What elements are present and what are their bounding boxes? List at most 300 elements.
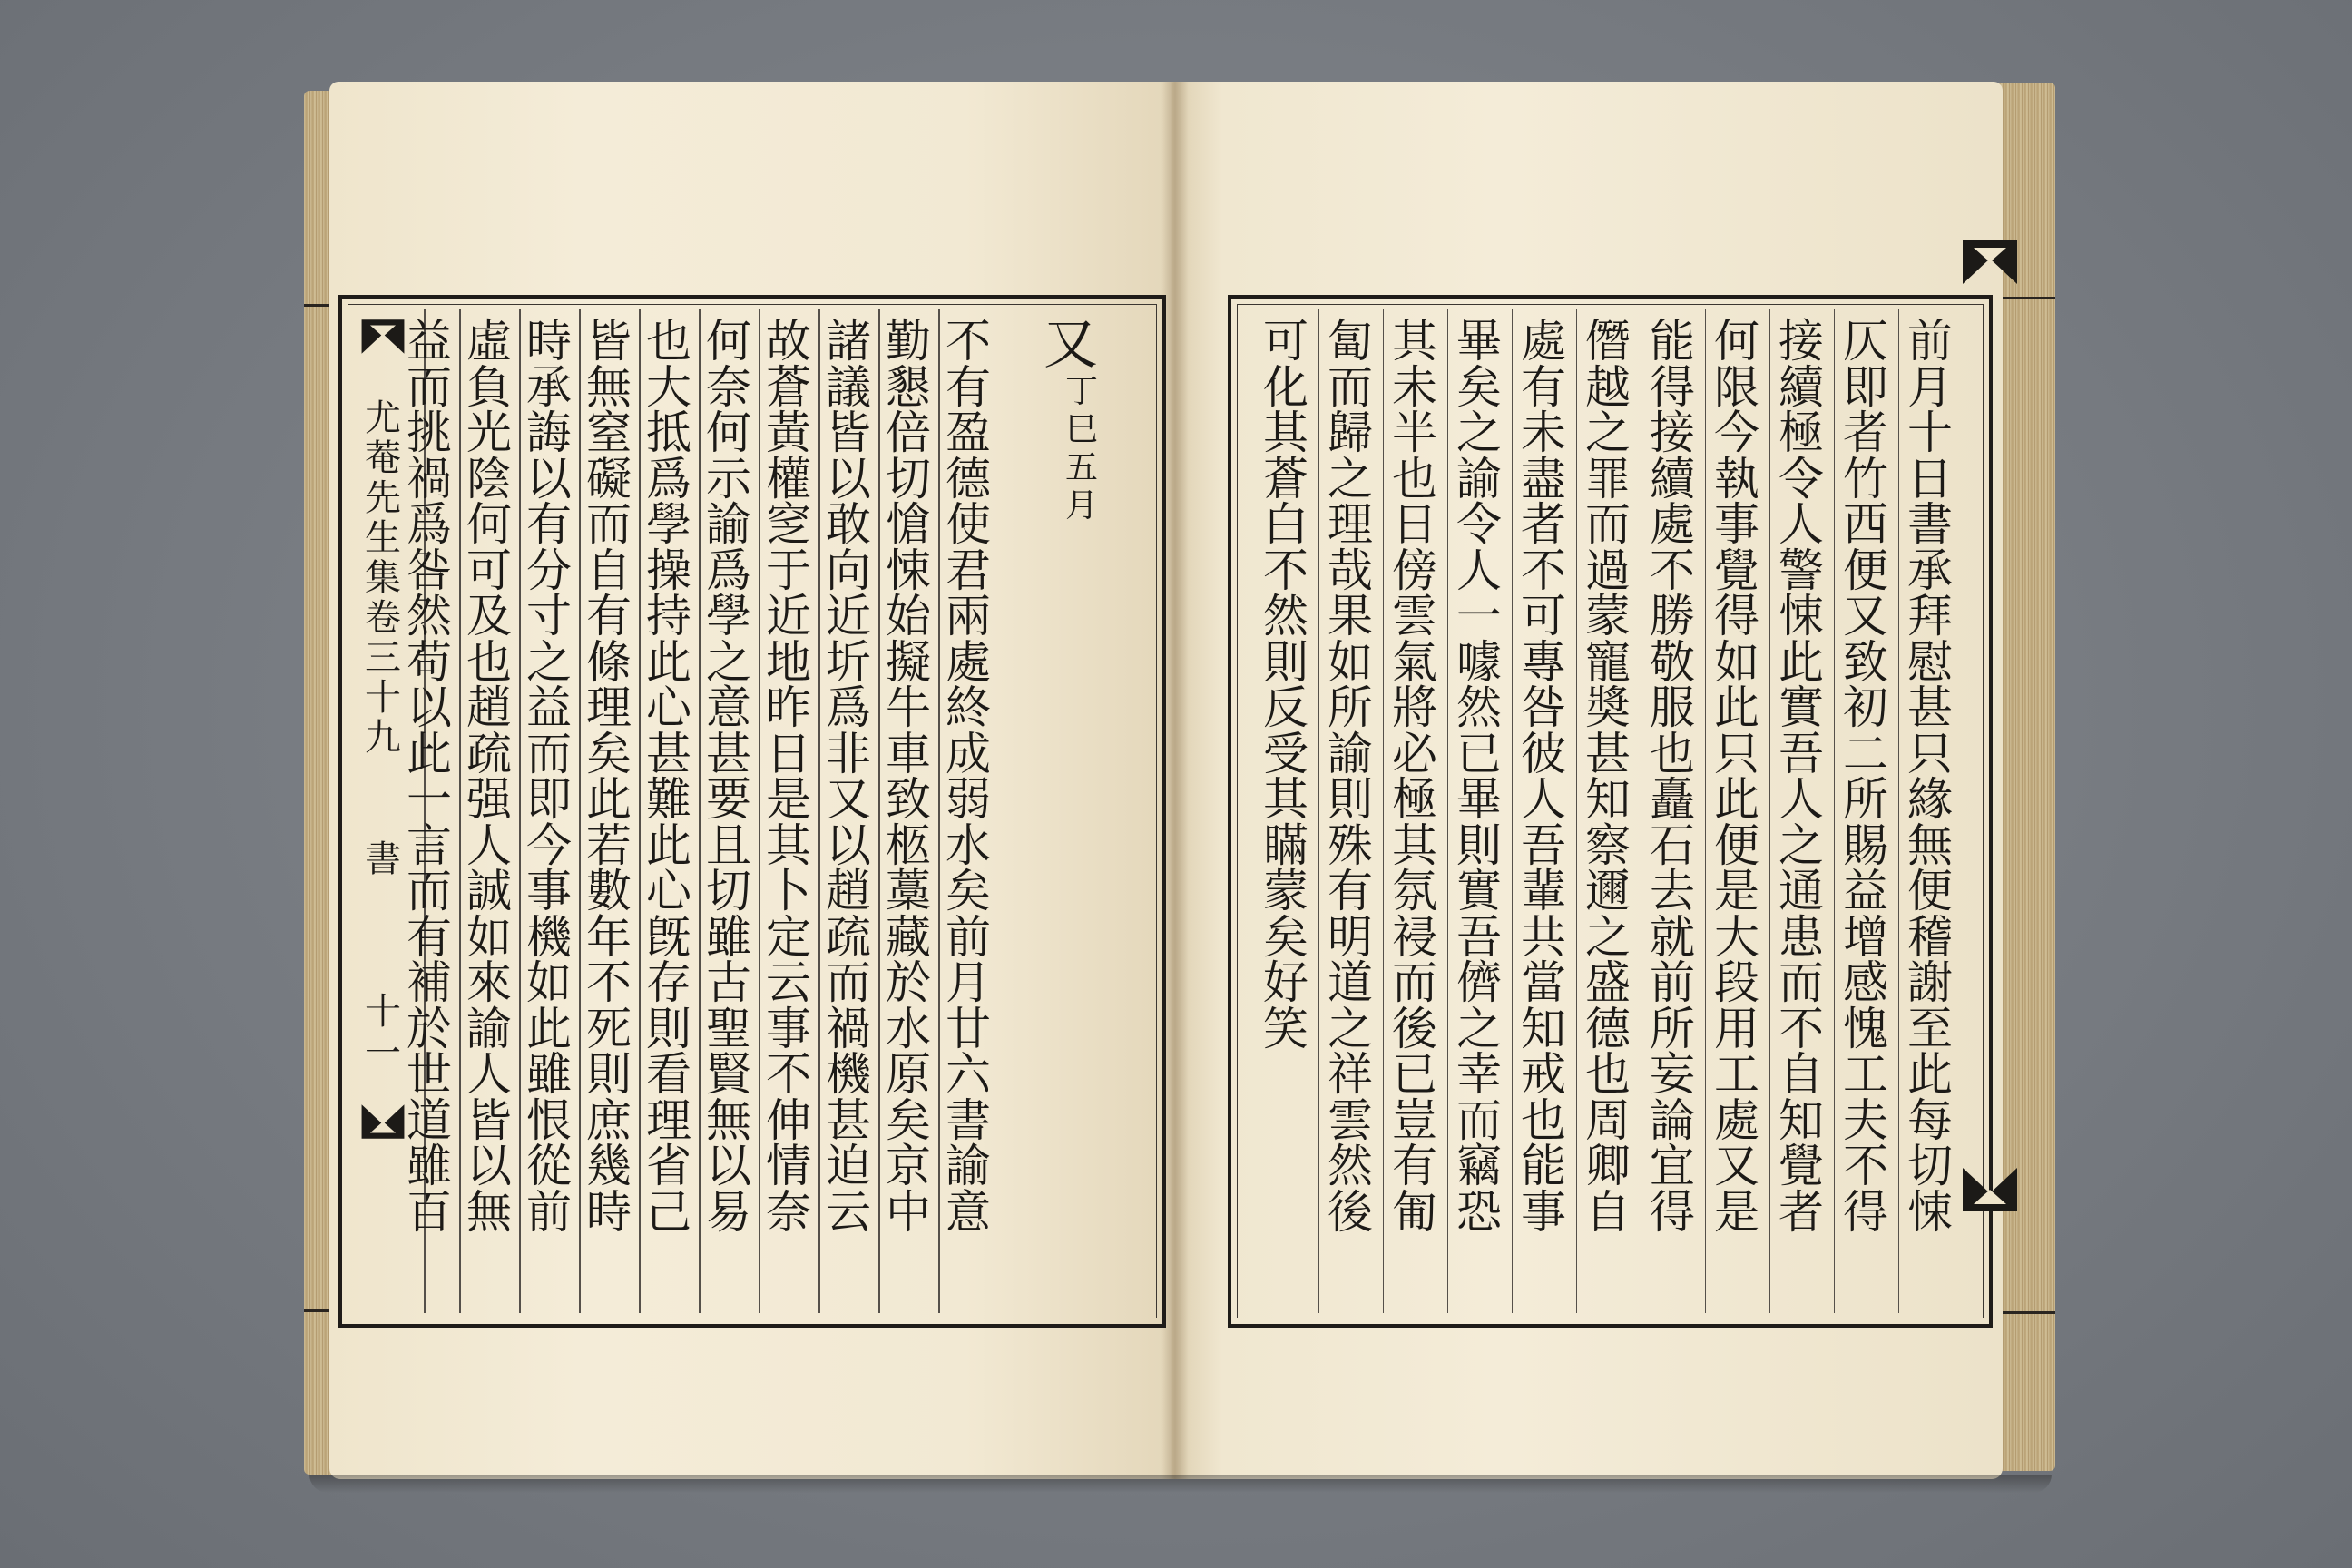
- glyph: 續: [1650, 452, 1695, 505]
- glyph: 化: [1263, 360, 1308, 414]
- glyph: 僭: [1585, 315, 1631, 368]
- glyph: 宜: [1650, 1140, 1695, 1192]
- glyph: 不: [586, 956, 632, 1009]
- glyph: 彼: [1521, 727, 1566, 780]
- glyph: 越: [1585, 360, 1631, 414]
- glyph: 窆: [766, 498, 811, 551]
- glyph: 幸: [1456, 1048, 1502, 1101]
- glyph: 德: [946, 452, 991, 505]
- glyph: 得: [1650, 360, 1695, 414]
- glyph: 虛: [466, 315, 512, 368]
- glyph: 過: [1585, 544, 1631, 597]
- glyph: 車: [886, 727, 931, 780]
- fish-tail-mark-icon: [1961, 1166, 2019, 1213]
- glyph: 益: [526, 681, 572, 734]
- glyph: 之: [1456, 1002, 1502, 1055]
- glyph: 之: [526, 635, 572, 689]
- glyph: 則: [1328, 773, 1373, 826]
- glyph: 吾: [1521, 818, 1566, 872]
- glyph: 道: [407, 1093, 452, 1147]
- glyph: 初: [1843, 681, 1888, 734]
- glyph: 死: [586, 1002, 632, 1055]
- glyph: 禍: [826, 1002, 871, 1055]
- glyph: 能: [1521, 1140, 1566, 1192]
- glyph: 當: [1521, 956, 1566, 1009]
- column-rule: [1447, 309, 1449, 1313]
- glyph: 賜: [1843, 818, 1888, 872]
- glyph: 便: [1907, 865, 1953, 917]
- glyph: 其: [1392, 818, 1437, 872]
- glyph: 笑: [1263, 1002, 1308, 1055]
- glyph: 於: [407, 1002, 452, 1055]
- glyph: 云: [826, 1185, 871, 1239]
- glyph: 趙: [826, 865, 871, 917]
- glyph: 理: [1328, 498, 1373, 551]
- glyph: 條: [586, 635, 632, 689]
- glyph: 地: [766, 635, 811, 689]
- right_page-column: [1898, 315, 1962, 1239]
- glyph: 苟: [407, 635, 452, 689]
- glyph: 能: [1650, 315, 1695, 368]
- glyph: 藏: [886, 910, 931, 964]
- right_page-column: [1254, 315, 1318, 1055]
- glyph: 人: [1779, 498, 1824, 551]
- glyph: 極: [1779, 407, 1824, 459]
- glyph: 是: [1714, 865, 1759, 917]
- glyph: 切: [706, 865, 751, 917]
- glyph: 致: [1843, 635, 1888, 689]
- glyph: 昨: [766, 681, 811, 734]
- glyph: 續: [1779, 360, 1824, 414]
- glyph: 祲: [1392, 910, 1437, 964]
- glyph: 慰: [1907, 635, 1953, 689]
- glyph: 雲: [1328, 1093, 1373, 1147]
- column-rule: [1898, 309, 1900, 1313]
- right_page-column: [1318, 315, 1382, 1239]
- glyph: 察: [1585, 818, 1631, 872]
- glyph: 者: [1521, 498, 1566, 551]
- glyph: 窒: [586, 407, 632, 459]
- glyph: 矣: [946, 865, 991, 917]
- glyph: 仄: [1843, 315, 1888, 368]
- glyph: 然: [1263, 590, 1308, 642]
- glyph: 服: [1650, 681, 1695, 734]
- glyph: 西: [1843, 498, 1888, 551]
- glyph: 十: [1907, 407, 1953, 459]
- glyph: 不: [1521, 544, 1566, 597]
- glyph: 蒙: [1263, 865, 1308, 917]
- glyph: 云: [766, 956, 811, 1009]
- left_page-column: [817, 315, 880, 1239]
- glyph: 雖: [526, 1048, 572, 1101]
- glyph: 氣: [1392, 635, 1437, 689]
- glyph: 且: [706, 818, 751, 872]
- glyph: 愴: [886, 498, 931, 551]
- glyph: 以: [526, 452, 572, 505]
- glyph: 學: [646, 498, 691, 551]
- glyph: 甚: [826, 1093, 871, 1147]
- glyph: 前: [526, 1185, 572, 1239]
- glyph: 稽: [1907, 910, 1953, 964]
- glyph: 中: [886, 1185, 931, 1239]
- glyph: 只: [1907, 727, 1953, 780]
- glyph: 處: [946, 635, 991, 689]
- glyph: 通: [1779, 865, 1824, 917]
- glyph: 戒: [1521, 1048, 1566, 1101]
- column-rule: [459, 309, 461, 1313]
- glyph: 年: [586, 910, 632, 964]
- glyph: 祥: [1328, 1048, 1373, 1101]
- glyph: 而: [407, 865, 452, 917]
- glyph: 可: [1263, 315, 1308, 368]
- glyph: 承: [1907, 544, 1953, 597]
- glyph: 果: [1328, 590, 1373, 642]
- column-rule: [1641, 309, 1642, 1313]
- glyph: 疏: [826, 910, 871, 964]
- glyph: 幾: [586, 1140, 632, 1192]
- glyph: 爲: [646, 452, 691, 505]
- right_page-column: [1447, 315, 1511, 1239]
- glyph: 庶: [586, 1093, 632, 1147]
- glyph: 悚: [886, 544, 931, 597]
- glyph: 此: [1714, 773, 1759, 826]
- glyph: 何: [1714, 315, 1759, 368]
- glyph: 後: [1328, 1185, 1373, 1239]
- glyph: 也: [646, 315, 691, 368]
- glyph: 之: [706, 635, 751, 689]
- glyph: 卜: [766, 865, 811, 917]
- glyph: 令: [1456, 498, 1502, 551]
- glyph: 挑: [407, 407, 452, 459]
- glyph: 盡: [1521, 452, 1566, 505]
- glyph: 則: [1263, 635, 1308, 689]
- glyph: 寵: [1585, 635, 1631, 689]
- glyph: 此: [1714, 681, 1759, 734]
- glyph: 諭: [466, 1002, 512, 1055]
- glyph: 蒼: [1263, 452, 1308, 505]
- glyph: 然: [1328, 1140, 1373, 1192]
- glyph: 月: [1907, 360, 1953, 414]
- glyph: 誠: [466, 865, 512, 917]
- glyph: 及: [466, 590, 512, 642]
- glyph: 周: [1585, 1093, 1631, 1147]
- glyph: 成: [946, 727, 991, 780]
- glyph: 致: [886, 773, 931, 826]
- glyph: 後: [1392, 1002, 1437, 1055]
- glyph: 限: [1714, 360, 1759, 414]
- glyph: 學: [706, 590, 751, 642]
- glyph: 難: [646, 773, 691, 826]
- right_page-column: [1705, 315, 1769, 1239]
- glyph: 自: [1779, 1048, 1824, 1101]
- glyph: 補: [407, 956, 452, 1009]
- glyph: 六: [946, 1048, 991, 1101]
- glyph: 此: [586, 773, 632, 826]
- glyph: 所: [1843, 773, 1888, 826]
- glyph: 廿: [946, 1002, 991, 1055]
- column-rule: [1512, 309, 1514, 1313]
- glyph: 則: [1456, 818, 1502, 872]
- glyph: 易: [706, 1185, 751, 1239]
- glyph: 之: [1456, 407, 1502, 459]
- glyph: 咎: [407, 544, 452, 597]
- glyph: 前: [946, 910, 991, 964]
- glyph: 受: [1263, 727, 1308, 780]
- glyph: 藁: [886, 865, 931, 917]
- glyph: 有: [946, 360, 991, 414]
- left-text-frame: [338, 295, 1166, 1328]
- glyph: 機: [826, 1048, 871, 1101]
- glyph: 柩: [886, 818, 931, 872]
- glyph: 賢: [706, 1048, 751, 1101]
- glyph: 以: [706, 1140, 751, 1192]
- glyph: 而: [1456, 1093, 1502, 1147]
- glyph: 存: [646, 956, 691, 1009]
- glyph: 議: [826, 360, 871, 414]
- glyph: 使: [946, 498, 991, 551]
- glyph: 而: [826, 956, 871, 1009]
- glyph: 雖: [407, 1140, 452, 1192]
- glyph: 得: [1650, 1185, 1695, 1239]
- glyph: 君: [946, 544, 991, 597]
- glyph: 來: [466, 956, 512, 1009]
- glyph: 盛: [1585, 956, 1631, 1009]
- fish-tail-upper-icon: [360, 317, 406, 398]
- left_page-column: [577, 315, 641, 1239]
- glyph: 益: [407, 315, 452, 368]
- glyph: 之: [1585, 910, 1631, 964]
- glyph: 勝: [1650, 590, 1695, 642]
- glyph: 心: [646, 865, 691, 917]
- glyph: 得: [1843, 1185, 1888, 1239]
- glyph: 又: [1714, 1140, 1759, 1192]
- glyph: 之: [1779, 818, 1824, 872]
- glyph: 益: [1843, 865, 1888, 917]
- glyph: 噱: [1456, 635, 1502, 689]
- glyph: 水: [886, 1002, 931, 1055]
- glyph: 機: [526, 910, 572, 964]
- glyph: 疏: [466, 727, 512, 780]
- glyph: 己: [646, 1185, 691, 1239]
- glyph: 切: [886, 452, 931, 505]
- column-rule: [759, 309, 760, 1313]
- glyph: 矗: [1650, 773, 1695, 826]
- glyph: 蒙: [1585, 590, 1631, 642]
- glyph: 將: [1392, 681, 1437, 734]
- glyph: 然: [1456, 681, 1502, 734]
- column-rule: [579, 309, 581, 1313]
- left_page-column: [517, 315, 581, 1239]
- glyph: 就: [1650, 910, 1695, 964]
- glyph: 人: [1456, 544, 1502, 597]
- glyph: 所: [1328, 681, 1373, 734]
- glyph: 不: [1779, 1002, 1824, 1055]
- glyph: 其: [1263, 407, 1308, 459]
- glyph: 其: [766, 818, 811, 872]
- glyph: 擬: [886, 635, 931, 689]
- glyph: 矣: [1263, 910, 1308, 964]
- column-rule: [1576, 309, 1578, 1313]
- column-rule: [639, 309, 641, 1313]
- right_page-column: [1769, 315, 1833, 1239]
- glyph: 拜: [1907, 590, 1953, 642]
- right_page-column: [1641, 315, 1704, 1239]
- glyph: 示: [706, 452, 751, 505]
- glyph: 諭: [1328, 727, 1373, 780]
- glyph: 有: [526, 498, 572, 551]
- glyph: 此: [646, 635, 691, 689]
- glyph: 愧: [1843, 1002, 1888, 1055]
- column-rule: [878, 309, 880, 1313]
- glyph: 實: [1456, 865, 1502, 917]
- glyph: 牛: [886, 681, 931, 734]
- glyph: 書: [1907, 498, 1953, 551]
- glyph: 無: [586, 360, 632, 414]
- column-rule: [519, 309, 521, 1313]
- right-text-frame: [1228, 295, 1993, 1328]
- glyph: 罪: [1585, 452, 1631, 505]
- glyph: 卿: [1585, 1140, 1631, 1192]
- glyph: 要: [706, 773, 751, 826]
- glyph: 也: [1585, 1048, 1631, 1101]
- open-book: [304, 77, 2055, 1493]
- glyph: 知: [1585, 773, 1631, 826]
- glyph: 覺: [1779, 1140, 1824, 1192]
- glyph: 知: [1521, 1002, 1566, 1055]
- glyph: 盈: [946, 407, 991, 459]
- column-rule: [1705, 309, 1707, 1313]
- glyph: 用: [1714, 1002, 1759, 1055]
- glyph: 二: [1843, 727, 1888, 780]
- glyph: 感: [1843, 956, 1888, 1009]
- glyph: 奬: [1585, 681, 1631, 734]
- glyph: 之: [1328, 1002, 1373, 1055]
- glyph: 一: [1456, 590, 1502, 642]
- glyph: 而: [586, 498, 632, 551]
- glyph: 非: [826, 727, 871, 780]
- glyph: 諸: [826, 315, 871, 368]
- glyph: 寸: [526, 590, 572, 642]
- glyph: 始: [886, 590, 931, 642]
- glyph: 陰: [466, 452, 512, 505]
- glyph: 此: [646, 818, 691, 872]
- glyph: 邇: [1585, 865, 1631, 917]
- glyph: 畢: [1456, 315, 1502, 368]
- glyph: 匐: [1328, 315, 1373, 368]
- glyph: 無: [466, 1185, 512, 1239]
- glyph: 妄: [1650, 1048, 1695, 1101]
- glyph: 殊: [1328, 818, 1373, 872]
- glyph: 有: [586, 590, 632, 642]
- glyph: 有: [1328, 865, 1373, 917]
- glyph: 倍: [886, 407, 931, 459]
- column-rule: [1834, 309, 1836, 1313]
- glyph: 有: [1392, 1140, 1437, 1192]
- glyph: 也: [466, 635, 512, 689]
- glyph: 勤: [886, 315, 931, 368]
- glyph: 如: [526, 956, 572, 1009]
- glyph: 甚: [1585, 727, 1631, 780]
- glyph: 便: [1714, 818, 1759, 872]
- glyph: 百: [407, 1185, 452, 1239]
- glyph: 禍: [407, 452, 452, 505]
- glyph: 矣: [586, 727, 632, 780]
- glyph: 近: [766, 590, 811, 642]
- glyph: 極: [1392, 773, 1437, 826]
- glyph: 理: [646, 1093, 691, 1147]
- glyph: 儕: [1456, 956, 1502, 1009]
- glyph: 黃: [766, 407, 811, 459]
- glyph: 其: [1263, 773, 1308, 826]
- glyph: 也: [1392, 452, 1437, 505]
- glyph: 雲: [1392, 590, 1437, 642]
- glyph: 時: [586, 1185, 632, 1239]
- glyph: 事: [1521, 1185, 1566, 1239]
- glyph: 又: [826, 773, 871, 826]
- glyph: 持: [646, 590, 691, 642]
- glyph: 工: [1714, 1048, 1759, 1101]
- glyph: 工: [1843, 1048, 1888, 1101]
- glyph: 恨: [526, 1093, 572, 1147]
- glyph: 而: [407, 360, 452, 414]
- glyph: 看: [646, 1048, 691, 1101]
- glyph: 書: [946, 1093, 991, 1147]
- glyph: 增: [1843, 910, 1888, 964]
- glyph: 大: [1714, 910, 1759, 964]
- glyph: 自: [586, 544, 632, 597]
- glyph: 之: [1585, 407, 1631, 459]
- glyph: 今: [526, 818, 572, 872]
- glyph: 如: [466, 910, 512, 964]
- glyph: 接: [1779, 315, 1824, 368]
- glyph: 半: [1392, 407, 1437, 459]
- glyph: 已: [1392, 1048, 1437, 1101]
- glyph: 論: [1650, 1093, 1695, 1147]
- date-note: 丁巳五月: [1064, 373, 1098, 524]
- glyph: 日: [1392, 498, 1437, 551]
- glyph: 傍: [1392, 544, 1437, 597]
- glyph: 人: [1779, 773, 1824, 826]
- glyph: 若: [586, 818, 632, 872]
- glyph: 匍: [1392, 1185, 1437, 1239]
- glyph: 不: [766, 1048, 811, 1101]
- glyph: 處: [1714, 1093, 1759, 1147]
- book-shadow: [309, 1475, 2052, 1493]
- glyph: 無: [1907, 818, 1953, 872]
- glyph: 患: [1779, 910, 1824, 964]
- glyph: 吾: [1779, 727, 1824, 780]
- glyph: 甚: [646, 727, 691, 780]
- glyph: 懇: [886, 360, 931, 414]
- right_page-column: [1512, 315, 1575, 1239]
- glyph: 夫: [1843, 1093, 1888, 1147]
- glyph: 只: [1714, 727, 1759, 780]
- left_page-column: [757, 315, 820, 1239]
- glyph: 以: [826, 818, 871, 872]
- page-number: 十一: [365, 991, 401, 1074]
- collection-title: 尤菴先生集卷三十九: [365, 397, 401, 759]
- glyph: 謝: [1907, 956, 1953, 1009]
- glyph: 可: [1521, 590, 1566, 642]
- glyph: 緣: [1907, 773, 1953, 826]
- glyph: 咎: [1521, 681, 1566, 734]
- glyph: 切: [1907, 1140, 1953, 1192]
- glyph: 知: [1779, 1093, 1824, 1147]
- glyph: 事: [1714, 498, 1759, 551]
- glyph: 得: [1714, 590, 1759, 642]
- glyph: 歸: [1328, 407, 1373, 459]
- glyph: 聖: [706, 1002, 751, 1055]
